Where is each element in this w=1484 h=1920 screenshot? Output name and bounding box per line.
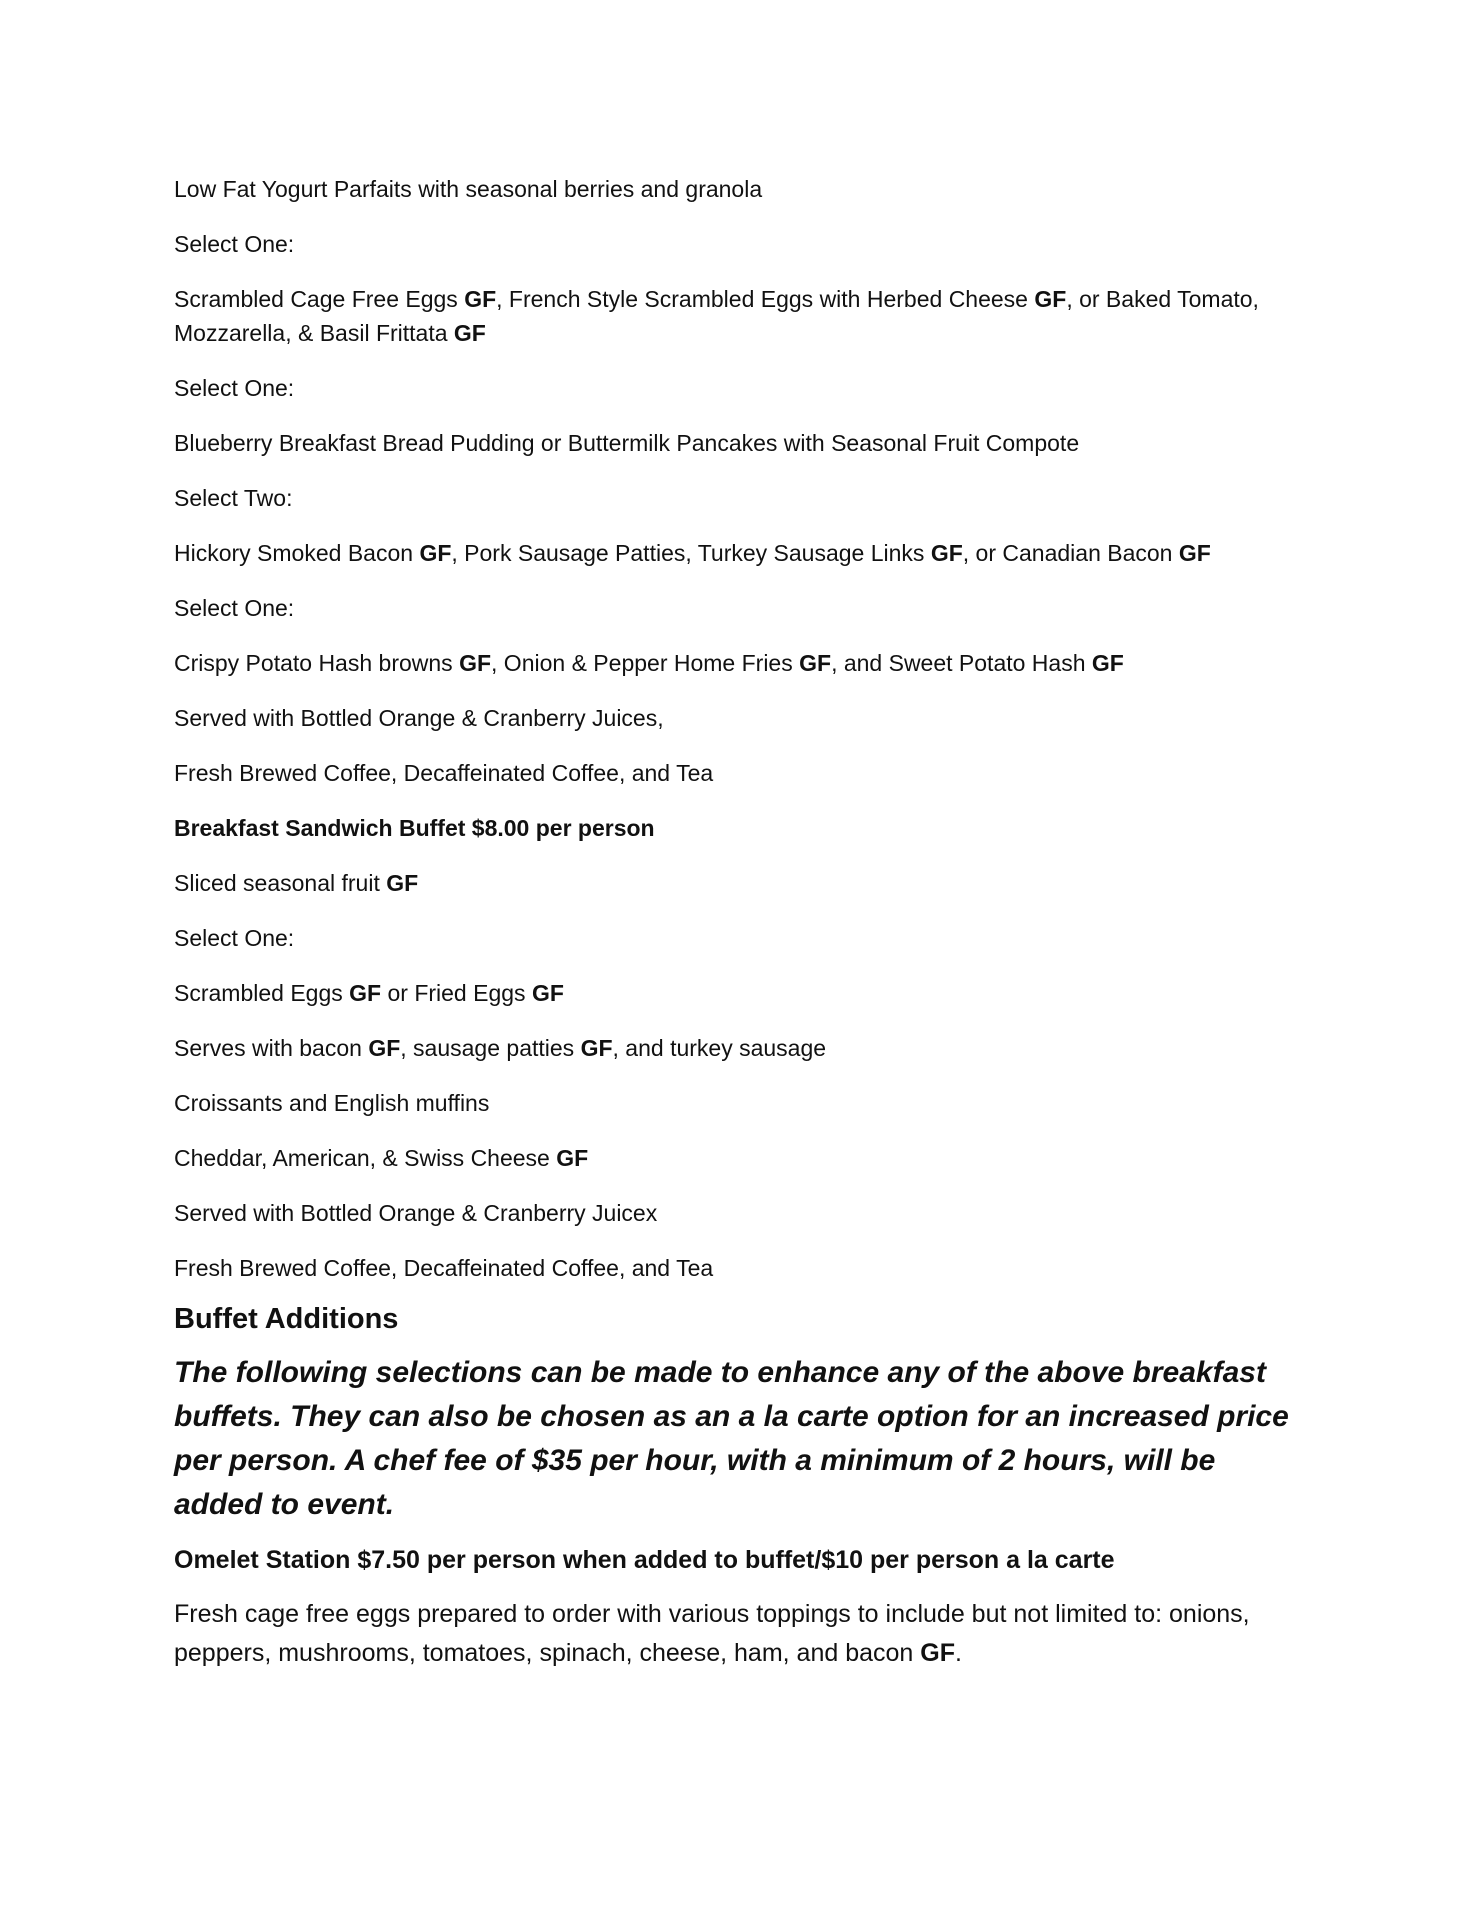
meat-options-line: Hickory Smoked Bacon GF, Pork Sausage Patties, Turkey Sausage Links GF, or Canadian Bacon GF <box>174 540 1211 566</box>
gf-badge: GF <box>386 870 419 896</box>
gf-badge: GF <box>368 1035 401 1061</box>
omelet-station-title: Omelet Station $7.50 per person when added to buffet/$10 per person a la carte <box>174 1546 1115 1574</box>
menu-page <box>174 172 1304 1673</box>
gf-badge: GF <box>556 1145 589 1171</box>
potato-options-line: Crispy Potato Hash browns GF, Onion & Pepper Home Fries GF, and Sweet Potato Hash GF <box>174 650 1124 676</box>
gf-badge: GF <box>799 650 832 676</box>
juices-line: Served with Bottled Orange & Cranberry Juicex <box>174 1200 658 1226</box>
select-two-label: Select Two: <box>174 485 293 511</box>
coffee-line: Fresh Brewed Coffee, Decaffeinated Coffee, and Tea <box>174 1255 714 1281</box>
select-one-label: Select One: <box>174 595 295 621</box>
juices-line: Served with Bottled Orange & Cranberry Juices, <box>174 705 664 731</box>
gf-badge: GF <box>930 540 963 566</box>
bread-options-line: Blueberry Breakfast Bread Pudding or Buttermilk Pancakes with Seasonal Fruit Compote <box>174 430 1080 456</box>
gf-badge: GF <box>464 286 497 312</box>
gf-badge: GF <box>920 1639 955 1667</box>
gf-badge: GF <box>1034 286 1067 312</box>
eggs-options-line: Scrambled Cage Free Eggs GF, French Style Scrambled Eggs with Herbed Cheese GF, or Baked Tomato, Mozzarella, & Basil Frittata GF <box>174 286 1259 346</box>
gf-badge: GF <box>1091 650 1124 676</box>
parfait-line: Low Fat Yogurt Parfaits with seasonal berries and granola <box>174 176 763 202</box>
select-one-label: Select One: <box>174 231 295 257</box>
omelet-station-description: Fresh cage free eggs prepared to order with various toppings to include but not limited to: onions, peppers, mushrooms, tomatoes, spinach, cheese, ham, and bacon GF. <box>174 1600 1250 1667</box>
fruit-line: Sliced seasonal fruit GF <box>174 870 419 896</box>
coffee-line: Fresh Brewed Coffee, Decaffeinated Coffee, and Tea <box>174 760 714 786</box>
eggs2-options-line: Scrambled Eggs GF or Fried Eggs GF <box>174 980 564 1006</box>
gf-badge: GF <box>531 980 564 1006</box>
select-one-label: Select One: <box>174 375 295 401</box>
gf-badge: GF <box>453 320 486 346</box>
select-one-label: Select One: <box>174 925 295 951</box>
gf-badge: GF <box>349 980 382 1006</box>
additions-callout: The following selections can be made to enhance any of the above breakfast buffets. They can also be chosen as an a la carte option for an increased price per person. A chef fee of $35 per hour, with a minimum of 2 hours, will be added to event. <box>174 1356 1289 1521</box>
gf-badge: GF <box>419 540 452 566</box>
gf-badge: GF <box>459 650 492 676</box>
sandwich-buffet-title: Breakfast Sandwich Buffet $8.00 per person <box>174 815 655 841</box>
gf-badge: GF <box>1178 540 1211 566</box>
croissants-line: Croissants and English muffins <box>174 1090 490 1116</box>
buffet-additions-heading: Buffet Additions <box>174 1303 399 1335</box>
serves-line: Serves with bacon GF, sausage patties GF, and turkey sausage <box>174 1035 827 1061</box>
cheese-line: Cheddar, American, & Swiss Cheese GF <box>174 1145 589 1171</box>
gf-badge: GF <box>580 1035 613 1061</box>
